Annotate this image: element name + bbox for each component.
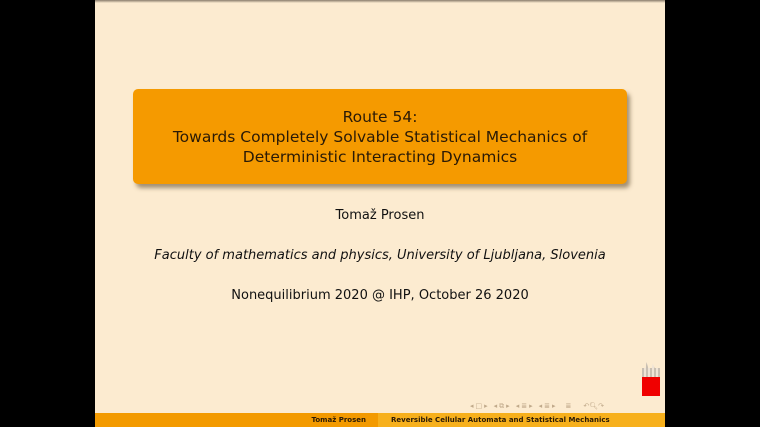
footer-author: Tomaž Prosen [95,413,378,427]
title-line-3: Deterministic Interacting Dynamics [242,147,518,166]
footer-title: Reversible Cellular Automata and Statistical Mechanics [378,413,665,427]
align-icon[interactable]: ≣ [565,402,572,410]
slide [95,0,665,427]
title-line-1: Route 54: [342,107,418,126]
title-box [133,89,627,184]
subsection-prev-icon[interactable]: ◂ [493,402,498,410]
frame-prev-icon[interactable]: ◂ [470,402,474,410]
beamer-navigation [470,400,604,412]
forward-icon[interactable]: ↷ [598,402,605,410]
top-shade [95,0,665,3]
section-prev-icon[interactable]: ◂ [515,402,520,410]
frame-icon[interactable]: □ [475,402,483,410]
back-icon[interactable]: ↶ [583,402,590,410]
logo-red-block [642,377,660,396]
sub2-prev-icon[interactable]: ◂ [538,402,543,410]
sub2-icon[interactable]: ≣ [544,402,550,410]
sub2-next-icon[interactable]: ▸ [551,402,556,410]
title-line-2: Towards Completely Solvable Statistical Mechanics of [172,127,588,146]
frame-next-icon[interactable]: ▸ [484,402,488,410]
affiliation: Faculty of mathematics and physics, University of Ljubljana, Slovenia [154,248,606,263]
section-icon[interactable]: ≣ [521,402,528,410]
search-icon[interactable]: 🔍︎ [589,402,599,410]
logo-building-icon [642,362,660,377]
subsection-icon[interactable]: ⧉ [499,401,505,410]
author: Tomaž Prosen [335,208,425,223]
event: Nonequilibrium 2020 @ IHP, October 26 2020 [231,288,529,303]
subsection-next-icon[interactable]: ▸ [506,402,510,410]
footer [95,413,665,427]
section-next-icon[interactable]: ▸ [529,402,533,410]
university-logo [642,362,660,396]
